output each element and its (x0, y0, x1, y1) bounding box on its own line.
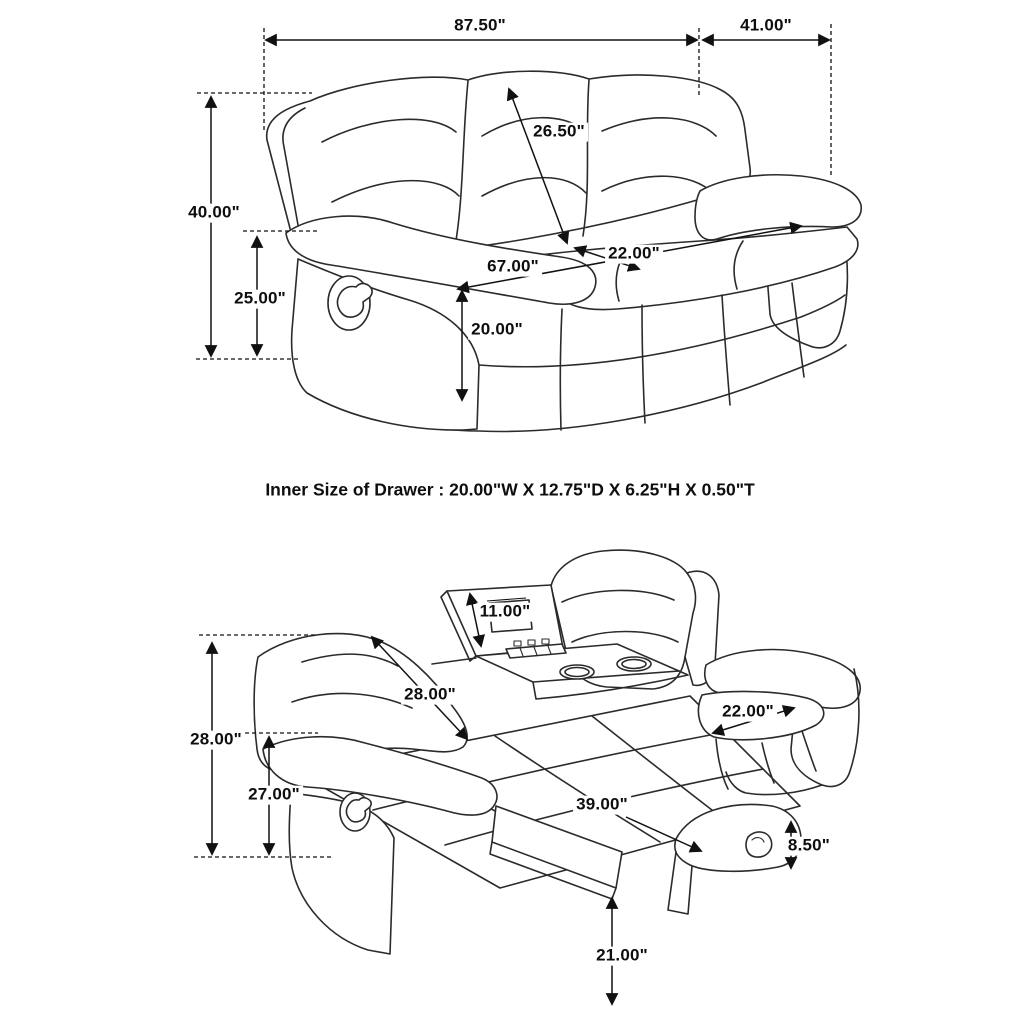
dim-reclined-arm-height: 27.00" (245, 786, 303, 805)
dim-reclined-length: 39.00" (573, 796, 631, 815)
dim-footrest-thickness: 8.50" (785, 837, 833, 856)
sofa-reclined-drawing (254, 550, 860, 954)
dim-seat-depth: 22.00" (605, 245, 663, 264)
dim-backrest-length: 28.00" (401, 686, 459, 705)
dim-overall-width: 87.50" (454, 15, 506, 35)
dim-back-cushion-length: 26.50" (530, 123, 588, 142)
dim-reclined-overall-height: 28.00" (187, 731, 245, 750)
dim-footrest-floor-clearance: 21.00" (593, 947, 651, 966)
dim-overall-depth: 41.00" (740, 15, 792, 35)
drawer-size-note: Inner Size of Drawer : 20.00"W X 12.75"D X 6.25"H X 0.50"T (265, 479, 755, 500)
dim-console-backrest-height: 11.00" (477, 603, 534, 622)
dim-seat-height: 20.00" (468, 321, 526, 340)
dim-overall-height: 40.00" (185, 204, 243, 223)
dim-seat-width: 67.00" (484, 258, 542, 277)
dim-reclined-seat-depth: 22.00" (719, 703, 777, 722)
dim-arm-height: 25.00" (231, 290, 289, 309)
